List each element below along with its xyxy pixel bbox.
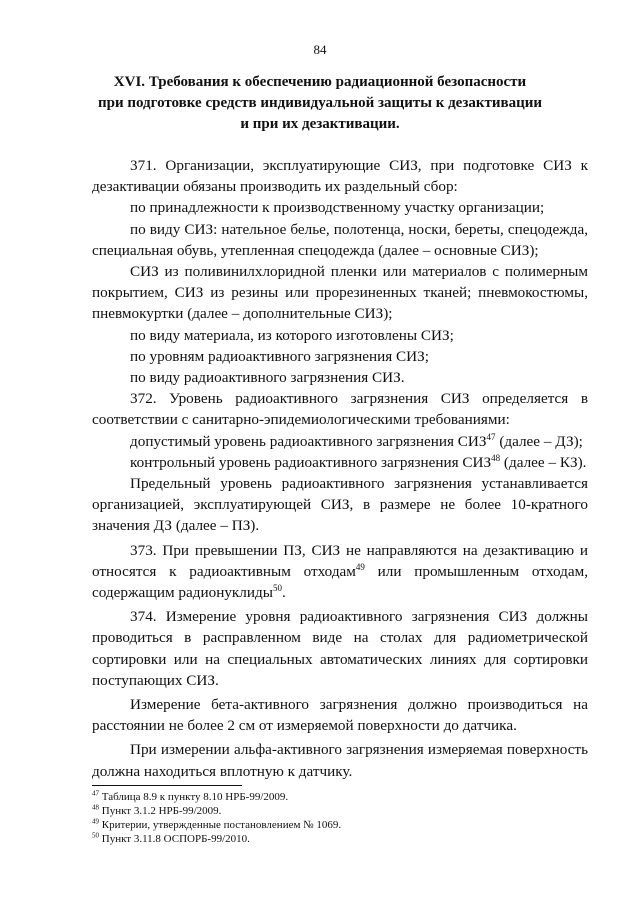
- paragraph-beta: Измерение бета-активного загрязнения должно производиться на расстоянии не более 2 см от измеряемой поверхности до датчика.: [92, 696, 588, 735]
- list-item-permissible: допустимый уровень радиоактивного загрязнения СИЗ$^{47}$ (далее – ДЗ);: [130, 431, 583, 450]
- list-item-contamination-type: по виду радиоактивного загрязнения СИЗ.: [130, 369, 405, 387]
- section-title: [60, 72, 580, 135]
- list-item-additional: СИЗ из поливинилхлоридной пленки или материалов с полимерным покрытием, СИЗ из резины или прорезиненных тканей; пневмокостюмы, пневмокуртки (далее – дополнительные СИЗ);: [92, 263, 588, 323]
- list-item-material: по виду материала, из которого изготовлены СИЗ;: [130, 326, 454, 344]
- paragraph-374: 374. Измерение уровня радиоактивного загрязнения СИЗ должны проводиться в расправленном виде на столах для радиометрической сортировки или на специальных автоматических линиях для сортировки поступающих СИЗ.: [92, 608, 588, 689]
- footnote-ref-49: 49: [355, 561, 365, 572]
- paragraph-371: 371. Организации, эксплуатирующие СИЗ, при подготовке СИЗ к дезактивации обязаны производить их раздельный сбор:: [92, 157, 588, 196]
- paragraph-limit: Предельный уровень радиоактивного загрязнения устанавливается организацией, эксплуатирующей СИЗ, в размере не более 10-кратного значения ДЗ (далее – ПЗ).: [92, 475, 588, 535]
- footnotes: [92, 790, 588, 846]
- title-line-2: при подготовке средств индивидуальной защиты к дезактивации: [97, 95, 543, 111]
- title-line-1: XVI. Требования к обеспечению радиационной безопасности: [113, 74, 527, 90]
- list-item-type: по виду СИЗ: нательное белье, полотенца, носки, береты, спецодежда, специальная обувь, утепленная спецодежда (далее – основные СИЗ);: [92, 220, 588, 259]
- footnote-49: $^{49}$ Критерии, утвержденные постановлением № 1069.: [92, 817, 342, 831]
- footnote-divider: [92, 785, 242, 786]
- page-number: 84: [313, 42, 327, 57]
- list-item-levels: по уровням радиоактивного загрязнения СИЗ;: [130, 347, 429, 365]
- footnote-47: $^{47}$ Таблица 8.9 к пункту 8.10 НРБ-99/2009.: [92, 789, 289, 803]
- paragraph-373: 373. При превышении ПЗ, СИЗ не направляются на дезактивацию и относятся к радиоактивным отходам$^{49}$ или промышленным отходам, содержащим радионуклиды$^{50}$.: [92, 541, 588, 602]
- document-body: [92, 155, 588, 782]
- list-item-affiliation: по принадлежности к производственному участку организации;: [130, 199, 545, 217]
- list-item-control: контрольный уровень радиоактивного загрязнения СИЗ$^{48}$ (далее – КЗ).: [130, 452, 587, 471]
- title-line-3: и при их дезактивации.: [240, 116, 400, 132]
- paragraph-alpha: При измерении альфа-активного загрязнения измеряемая поверхность должна находиться вплотную к датчику.: [92, 741, 588, 780]
- footnote-ref-50: 50: [272, 583, 282, 593]
- footnote-48: $^{48}$ Пункт 3.1.2 НРБ-99/2009.: [92, 803, 222, 817]
- paragraph-372: 372. Уровень радиоактивного загрязнения СИЗ определяется в соответствии с санитарно-эпидемиологическими требованиями:: [92, 390, 588, 429]
- footnote-ref-48: 48: [491, 452, 501, 463]
- footnote-50: $^{50}$ Пункт 3.11.8 ОСПОРБ-99/2010.: [92, 831, 250, 845]
- footnote-ref-47: 47: [486, 431, 496, 442]
